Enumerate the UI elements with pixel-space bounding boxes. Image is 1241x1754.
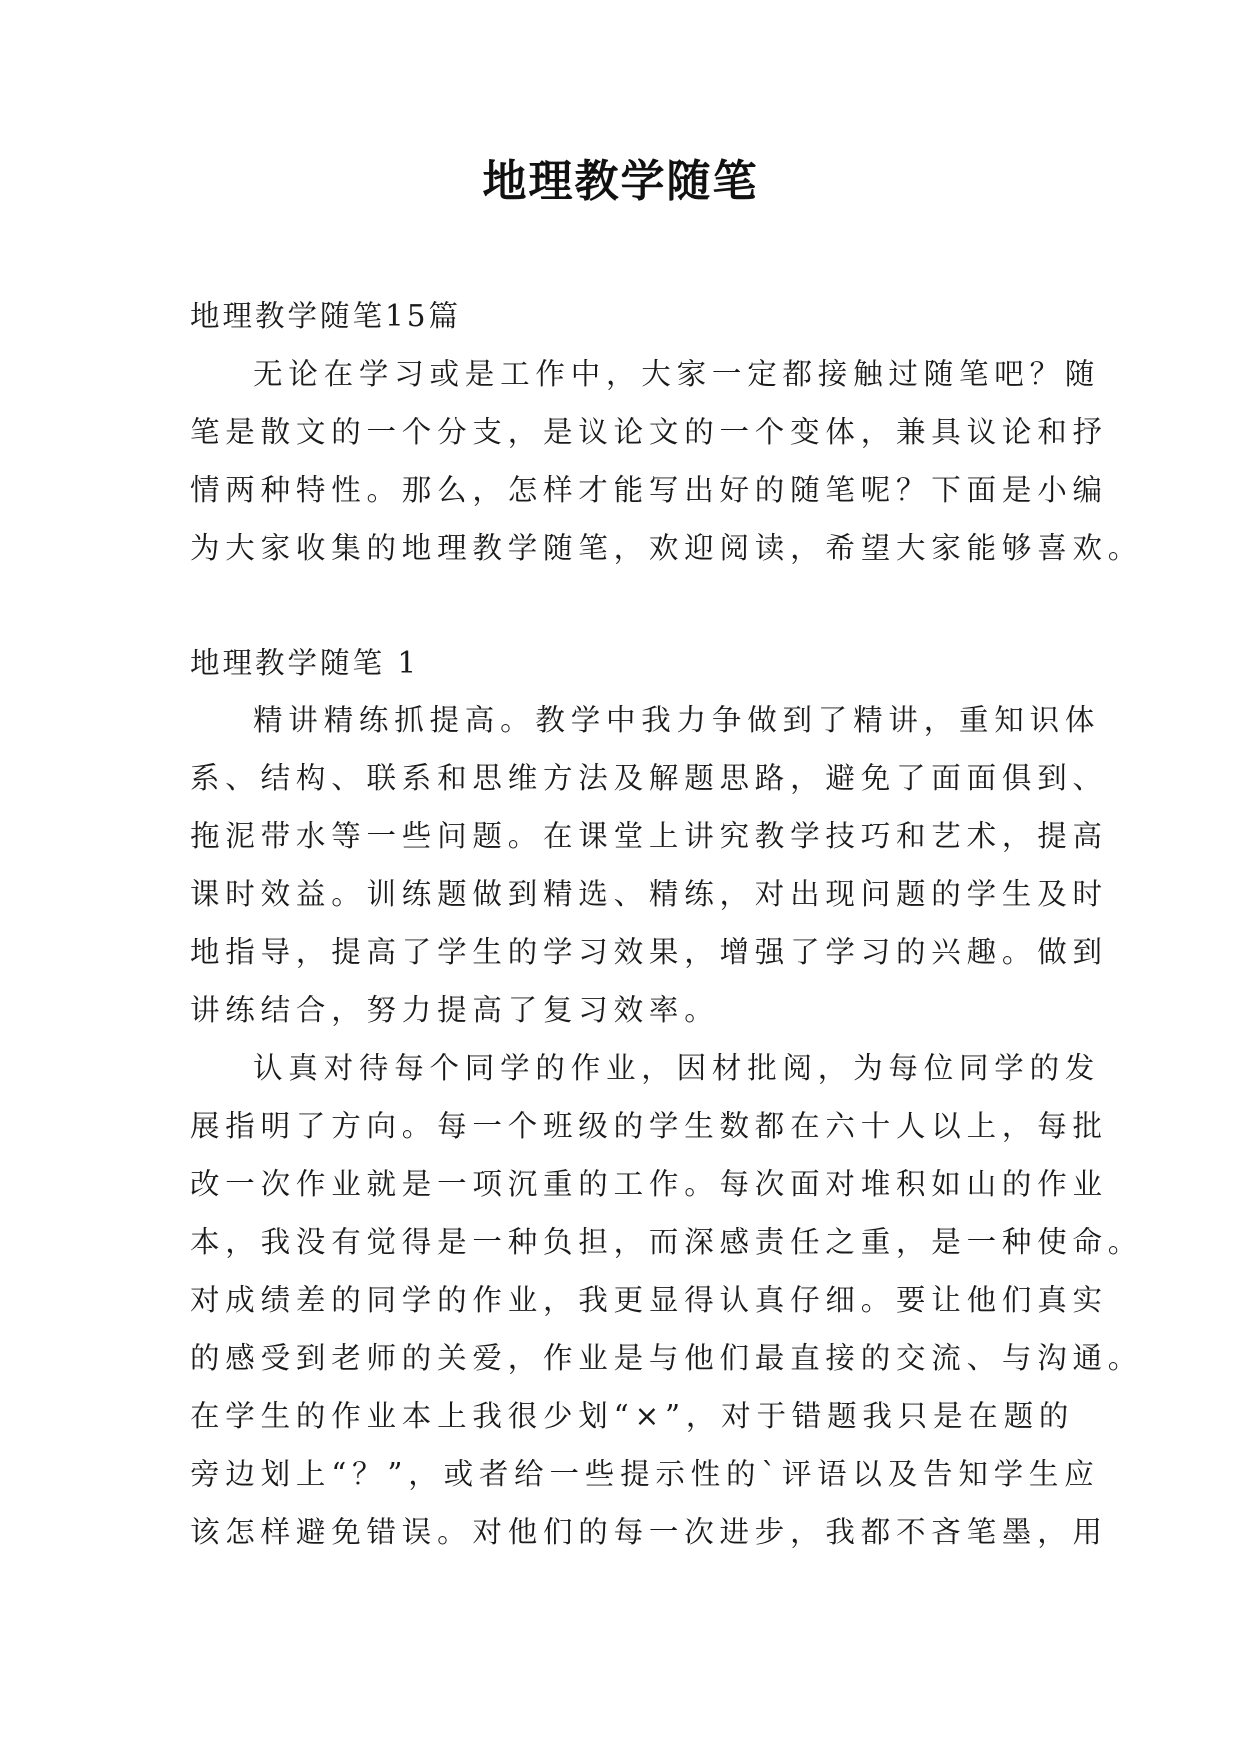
- paragraph-line: 认真对待每个同学的作业，因材批阅，为每位同学的发: [253, 1051, 1101, 1085]
- paragraph-line: 精讲精练抓提高。教学中我力争做到了精讲，重知识体: [253, 703, 1101, 737]
- intro-line: 笔是散文的一个分支，是议论文的一个变体，兼具议论和抒: [190, 415, 1108, 449]
- paragraph-line: 的感受到老师的关爱，作业是与他们最直接的交流、与沟通。: [190, 1341, 1144, 1375]
- paragraph-line: 讲练结合，努力提高了复习效率。: [190, 993, 720, 1027]
- document-subtitle: 地理教学随笔15篇: [190, 299, 462, 333]
- document-title: 地理教学随笔: [482, 156, 759, 207]
- paragraph-line: 课时效益。训练题做到精选、精练，对出现问题的学生及时: [190, 877, 1108, 911]
- paragraph-line: 系、结构、联系和思维方法及解题思路，避免了面面俱到、: [190, 761, 1108, 795]
- section-heading: 地理教学随笔 1: [190, 646, 420, 680]
- paragraph-line: 地指导，提高了学生的学习效果，增强了学习的兴趣。做到: [190, 935, 1108, 969]
- intro-line: 为大家收集的地理教学随笔，欢迎阅读，希望大家能够喜欢。: [190, 531, 1144, 565]
- paragraph-line: 展指明了方向。每一个班级的学生数都在六十人以上，每批: [190, 1109, 1108, 1143]
- paragraph-line: 对成绩差的同学的作业，我更显得认真仔细。要让他们真实: [190, 1283, 1108, 1317]
- paragraph-line: 旁边划上“？”，或者给一些提示性的`评语以及告知学生应: [190, 1457, 1100, 1491]
- intro-line: 无论在学习或是工作中，大家一定都接触过随笔吧？随: [253, 357, 1101, 391]
- paragraph-line: 拖泥带水等一些问题。在课堂上讲究教学技巧和艺术，提高: [190, 819, 1108, 853]
- paragraph-line: 本，我没有觉得是一种负担，而深感责任之重，是一种使命。: [190, 1225, 1144, 1259]
- intro-line: 情两种特性。那么，怎样才能写出好的随笔呢？下面是小编: [190, 473, 1108, 507]
- paragraph-line: 该怎样避免错误。对他们的每一次进步，我都不吝笔墨，用: [190, 1515, 1108, 1549]
- paragraph-line: 改一次作业就是一项沉重的工作。每次面对堆积如山的作业: [190, 1167, 1108, 1201]
- paragraph-line: 在学生的作业本上我很少划“×”，对于错题我只是在题的: [190, 1399, 1075, 1433]
